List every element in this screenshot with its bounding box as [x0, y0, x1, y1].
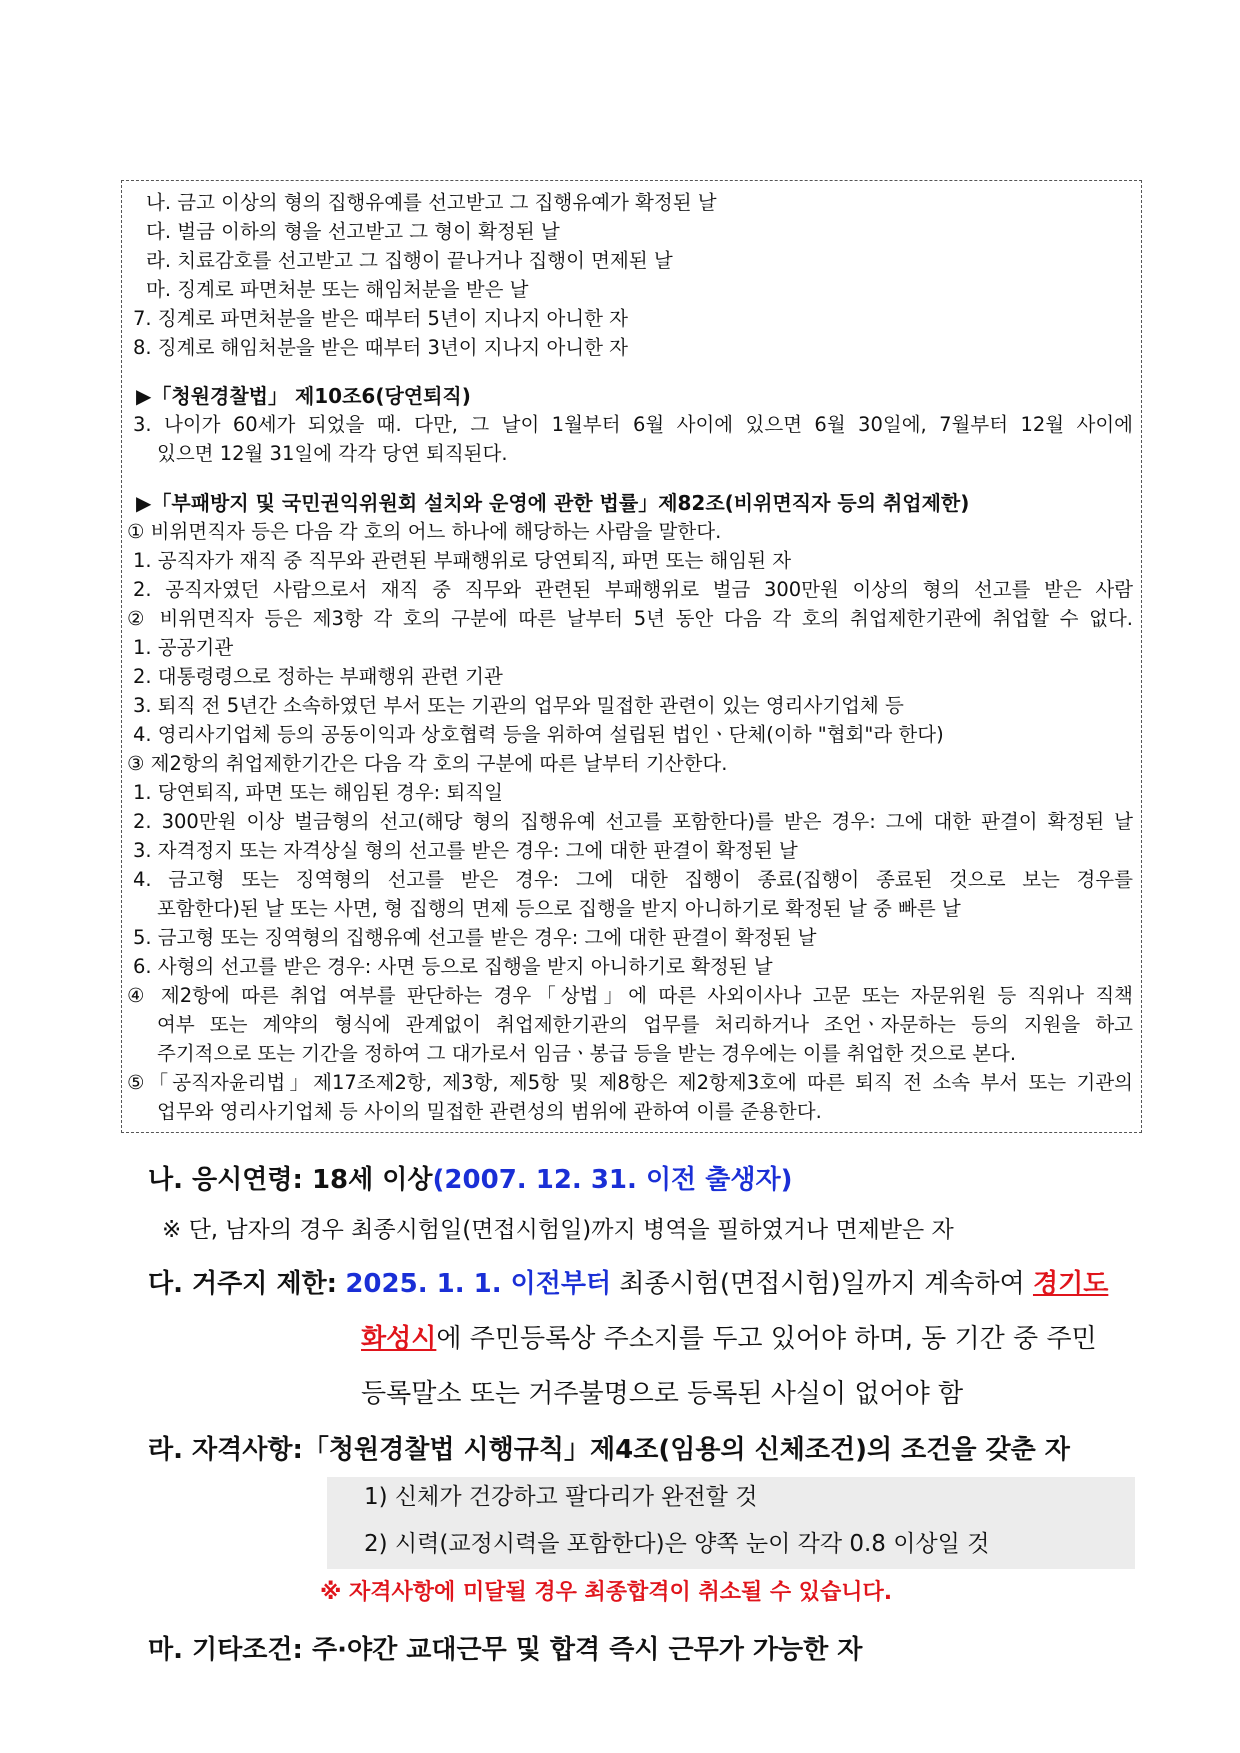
law-line: 2. 공직자였던 사람으로서 재직 중 직무와 관련된 부패행위로 벌금 300만원 이상의 형의 선고를 받은 사람 — [133, 578, 1133, 601]
law-line: 2. 300만원 이상 벌금형의 선고(해당 형의 집행유예 선고를 포함한다)를 받은 경우: 그에 대한 판결이 확정된 날 — [133, 810, 1133, 833]
box-line: 나. 금고 이상의 형의 집행유예를 선고받고 그 집행유예가 확정된 날 — [146, 191, 717, 214]
law-line: 업무와 영리사기업체 등 사이의 밀접한 관련성의 범위에 관하여 이를 준용한다. — [157, 1100, 822, 1123]
law-line: 여부 또는 계약의 형식에 관계없이 취업제한기관의 업무를 처리하거나 조언ㆍ자문하는 등의 지원을 하고 — [157, 1013, 1133, 1036]
law-line: ③ 제2항의 취업제한기간은 다음 각 호의 구분에 따른 날부터 기산한다. — [127, 752, 728, 775]
box-line: 8. 징계로 해임처분을 받은 때부터 3년이 지나지 아니한 자 — [133, 336, 629, 359]
law-line: 주기적으로 또는 기간을 정하여 그 대가로서 임금ㆍ봉급 등을 받는 경우에는 이를 취업한 것으로 본다. — [157, 1042, 1017, 1065]
qualification-warning: ※ 자격사항에 미달될 경우 최종합격이 취소될 수 있습니다. — [320, 1580, 893, 1605]
age-label: 나. 응시연령: 18세 이상 — [148, 1165, 433, 1195]
section-heading-anticorruption: ▶「부패방지 및 국민권익위원회 설치와 운영에 관한 법률」제82조(비위면직자 등의 취업제한) — [136, 491, 970, 515]
law-line: 6. 사형의 선고를 받은 경우: 사면 등으로 집행을 받지 아니하기로 확정된 날 — [133, 955, 773, 978]
residence-place-1: 경기도 — [1032, 1269, 1109, 1299]
law-line: 5. 금고형 또는 징역형의 집행유예 선고를 받은 경우: 그에 대한 판결이 확정된 날 — [133, 926, 817, 949]
law-line: 4. 금고형 또는 징역형의 선고를 받은 경우: 그에 대한 집행이 종료(집행이 종료된 것으로 보는 경우를 — [133, 868, 1133, 891]
law-line: ② 비위면직자 등은 제3항 각 호의 구분에 따른 날부터 5년 동안 다음 각 호의 취업제한기관에 취업할 수 없다. — [127, 607, 1133, 630]
box-line: 7. 징계로 파면처분을 받은 때부터 5년이 지나지 아니한 자 — [133, 307, 629, 330]
residence-requirement — [148, 1264, 1108, 1304]
residence-place-2: 화성시 — [361, 1324, 437, 1354]
law-line: 3. 퇴직 전 5년간 소속하였던 부서 또는 기관의 업무와 밀접한 관련이 있는 영리사기업체 등 — [133, 694, 904, 717]
law-line: 1. 공직자가 재직 중 직무와 관련된 부패행위로 당연퇴직, 파면 또는 해임된 자 — [133, 549, 792, 572]
qualification-requirement: 라. 자격사항:「청원경찰법 시행규칙」제4조(임용의 신체조건)의 조건을 갖춘 자 — [148, 1435, 1070, 1465]
law-line: 포함한다)된 날 또는 사면, 형 집행의 면제 등으로 집행을 받지 아니하기로 확정된 날 중 빠른 날 — [157, 897, 961, 920]
section-heading-retirement: ▶「청원경찰법」 제10조6(당연퇴직) — [136, 384, 471, 408]
residence-text-1: 최종시험(면접시험)일까지 계속하여 — [619, 1269, 1025, 1299]
residence-line-2 — [361, 1319, 1097, 1359]
retirement-text-cont: 있으면 12월 31일에 각각 당연 퇴직된다. — [157, 442, 508, 465]
box-line: 라. 치료감호를 선고받고 그 집행이 끝나거나 집행이 면제된 날 — [146, 249, 673, 272]
law-line: ① 비위면직자 등은 다음 각 호의 어느 하나에 해당하는 사람을 말한다. — [127, 520, 722, 543]
law-line: 1. 당연퇴직, 파면 또는 해임된 경우: 퇴직일 — [133, 781, 503, 804]
age-note: ※ 단, 남자의 경우 최종시험일(면접시험일)까지 병역을 필하였거나 면제받은 자 — [162, 1217, 954, 1243]
residence-text-2: 에 주민등록상 주소지를 두고 있어야 하며, 동 기간 중 주민 — [436, 1324, 1097, 1354]
box-line: 마. 징계로 파면처분 또는 해임처분을 받은 날 — [146, 278, 529, 301]
age-birth-cutoff: (2007. 12. 31. 이전 출생자) — [432, 1165, 793, 1195]
law-line: ④ 제2항에 따른 취업 여부를 판단하는 경우「상법」에 따른 사외이사나 고문 또는 자문위원 등 직위나 직책 — [127, 984, 1133, 1007]
residence-line-3: 등록말소 또는 거주불명으로 등록된 사실이 없어야 함 — [361, 1379, 964, 1409]
law-line: 1. 공공기관 — [133, 636, 234, 659]
law-line: 4. 영리사기업체 등의 공동이익과 상호협력 등을 위하여 설립된 법인ㆍ단체(이하 "협회"라 한다) — [133, 723, 944, 746]
box-line: 다. 벌금 이하의 형을 선고받고 그 형이 확정된 날 — [146, 220, 560, 243]
law-line: 2. 대통령령으로 정하는 부패행위 관련 기관 — [133, 665, 503, 688]
qualification-item: 2) 시력(교정시력을 포함한다)은 양쪽 눈이 각각 0.8 이상일 것 — [364, 1531, 990, 1557]
qualification-item: 1) 신체가 건강하고 팔다리가 완전할 것 — [364, 1484, 758, 1510]
retirement-text: 3. 나이가 60세가 되었을 때. 다만, 그 날이 1월부터 6월 사이에 있으면 6월 30일에, 7월부터 12월 사이에 — [133, 413, 1133, 436]
other-requirement: 마. 기타조건: 주·야간 교대근무 및 합격 즉시 근무가 가능한 자 — [148, 1635, 863, 1665]
law-line: 3. 자격정지 또는 자격상실 형의 선고를 받은 경우: 그에 대한 판결이 확정된 날 — [133, 839, 798, 862]
residence-label: 다. 거주지 제한: — [148, 1269, 338, 1299]
age-requirement — [148, 1160, 792, 1200]
residence-date: 2025. 1. 1. 이전부터 — [345, 1269, 612, 1299]
law-line: ⑤「공직자윤리법」제17조제2항, 제3항, 제5항 및 제8항은 제2항제3호에 따른 퇴직 전 소속 부서 또는 기관의 — [127, 1071, 1133, 1094]
